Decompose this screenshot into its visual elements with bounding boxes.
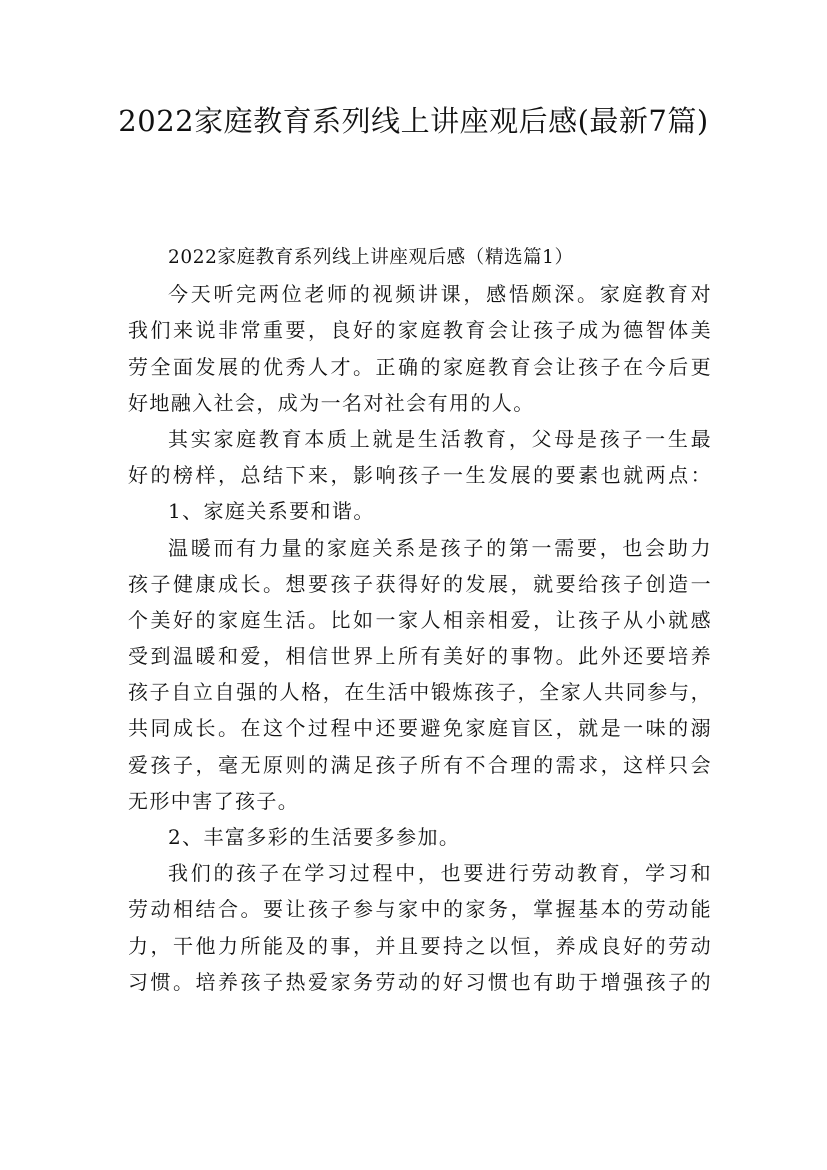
list-heading: 1、家庭关系要和谐。 <box>168 499 375 524</box>
list-heading: 2、丰富多彩的生活要多参加。 <box>168 825 461 849</box>
paragraph-line: 好地融入社会，成为一名对社会有用的人。 <box>128 390 535 415</box>
paragraph-line: 劳全面发展的优秀人才。正确的家庭教育会让孩子在今后更 <box>128 354 712 379</box>
paragraph-line: 其实家庭教育本质上就是生活教育，父母是孩子一生最 <box>168 426 712 451</box>
paragraph-line: 个美好的家庭生活。比如一家人相亲相爱，让孩子从小就感 <box>128 607 712 632</box>
paragraph-line: 好的榜样，总结下来，影响孩子一生发展的要素也就两点： <box>128 463 712 488</box>
paragraph-line: 习惯。培养孩子热爱家务劳动的好习惯也有助于增强孩子的 <box>128 969 712 994</box>
paragraph-line: 爱孩子，毫无原则的满足孩子所有不合理的需求，这样只会 <box>128 752 712 777</box>
paragraph-line: 我们的孩子在学习过程中，也要进行劳动教育，学习和 <box>168 861 712 886</box>
document-title: 2022家庭教育系列线上讲座观后感(最新7篇) <box>118 104 709 138</box>
paragraph-line: 劳动相结合。要让孩子参与家中的家务，掌握基本的劳动能 <box>128 897 712 922</box>
document-body <box>128 240 712 1000</box>
paragraph-line: 无形中害了孩子。 <box>128 788 300 813</box>
paragraph-line: 力，干他力所能及的事，并且要持之以恒，养成良好的劳动 <box>128 933 712 958</box>
paragraph-line: 孩子健康成长。想要孩子获得好的发展，就要给孩子创造一 <box>128 571 712 596</box>
section-title: 2022家庭教育系列线上讲座观后感（精选篇1） <box>168 247 574 268</box>
paragraph-line: 受到温暖和爱，相信世界上所有美好的事物。此外还要培养 <box>128 644 712 669</box>
paragraph-line: 温暖而有力量的家庭关系是孩子的第一需要，也会助力 <box>168 535 712 560</box>
paragraph-line: 我们来说非常重要，良好的家庭教育会让孩子成为德智体美 <box>128 318 712 343</box>
paragraph-line: 今天听完两位老师的视频讲课，感悟颇深。家庭教育对 <box>168 282 712 307</box>
paragraph-line: 孩子自立自强的人格，在生活中锻炼孩子，全家人共同参与， <box>128 680 712 705</box>
paragraph-line: 共同成长。在这个过程中还要避免家庭盲区，就是一味的溺 <box>128 716 712 741</box>
